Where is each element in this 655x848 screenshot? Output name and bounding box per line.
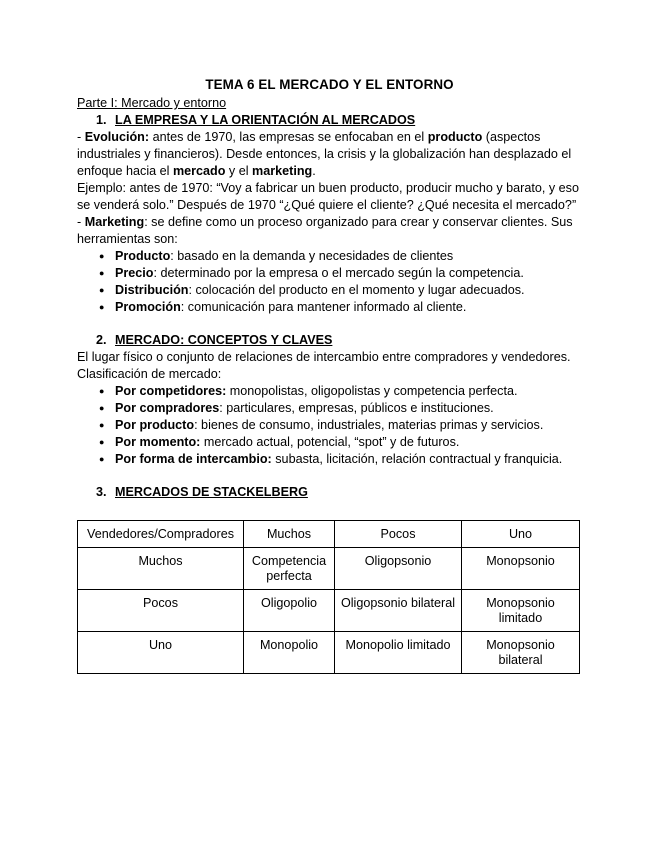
section-2-heading xyxy=(96,332,582,349)
clasificacion-label: Clasificación de mercado: xyxy=(77,367,222,381)
table-cell: Oligopolio xyxy=(244,590,335,632)
evol-text-c: (aspectos industriales y financieros). Desde entonces, la crisis y la globalización han desplazado el enfoque hacia el xyxy=(77,130,572,178)
item-text: mercado actual, potencial, “spot” y de futuros. xyxy=(200,435,460,449)
table-cell: Pocos xyxy=(78,590,244,632)
item-label: Por producto xyxy=(115,418,195,432)
marketing-paragraph xyxy=(77,214,582,248)
section-2-title: MERCADO: CONCEPTOS Y CLAVES xyxy=(115,333,333,347)
table-cell: Muchos xyxy=(78,548,244,590)
section-1-heading xyxy=(96,112,582,129)
table-row xyxy=(78,632,580,674)
table-cell: Oligopsonio xyxy=(335,548,462,590)
list-item xyxy=(115,299,582,316)
section-2-number: 2. xyxy=(96,333,107,347)
item-text: : comunicación para mantener informado al cliente. xyxy=(180,300,467,314)
evol-dash: - xyxy=(77,130,85,144)
list-item xyxy=(115,248,582,265)
item-label: Promoción xyxy=(115,300,181,314)
section-1-number: 1. xyxy=(96,113,107,127)
document-title: TEMA 6 EL MERCADO Y EL ENTORNO xyxy=(205,77,454,92)
table-header-cell: Pocos xyxy=(335,521,462,548)
item-label: Por compradores xyxy=(115,401,220,415)
item-label: Producto xyxy=(115,249,171,263)
list-item xyxy=(115,265,582,282)
stackelberg-table xyxy=(77,520,580,674)
table-cell: Monopsonio xyxy=(462,548,580,590)
item-label: Por forma de intercambio: xyxy=(115,452,272,466)
table-row xyxy=(78,548,580,590)
item-label: Por momento: xyxy=(115,435,201,449)
part-heading: Parte I: Mercado y entorno xyxy=(77,96,227,110)
mercado-definition: El lugar físico o conjunto de relaciones de intercambio entre compradores y vendedores. xyxy=(77,350,571,364)
evol-text-g: . xyxy=(312,164,316,178)
ejemplo-paragraph: Ejemplo: antes de 1970: “Voy a fabricar un buen producto, producir mucho y barato, y eso se venderá solo.” Después de 1970 “¿Qué quiere el cliente? ¿Qué necesita el mercado?” xyxy=(77,181,579,212)
item-text: : determinado por la empresa o el mercado según la competencia. xyxy=(153,266,524,280)
document-page xyxy=(77,76,582,674)
spacer xyxy=(77,468,582,484)
list-item xyxy=(115,400,582,417)
item-label: Por competidores: xyxy=(115,384,227,398)
table-cell: Monopolio limitado xyxy=(335,632,462,674)
section-1-title: LA EMPRESA Y LA ORIENTACIÓN AL MERCADOS xyxy=(115,113,416,127)
list-item xyxy=(115,434,582,451)
item-label: Distribución xyxy=(115,283,189,297)
evol-producto: producto xyxy=(427,130,483,144)
evol-mercado: mercado xyxy=(172,164,226,178)
mk-label: Marketing xyxy=(84,215,145,229)
evol-text-a: antes de 1970, las empresas se enfocaban en el xyxy=(149,130,428,144)
item-text: : bienes de consumo, industriales, materias primas y servicios. xyxy=(194,418,544,432)
item-text: : particulares, empresas, públicos e instituciones. xyxy=(219,401,494,415)
spacer xyxy=(77,316,582,332)
table-cell: Monopsonio limitado xyxy=(462,590,580,632)
tools-list xyxy=(77,248,582,316)
evol-text-e: y el xyxy=(225,164,253,178)
evolucion-paragraph xyxy=(77,129,582,180)
item-text: subasta, licitación, relación contractual y franquicia. xyxy=(271,452,563,466)
table-cell: Oligopsonio bilateral xyxy=(335,590,462,632)
list-item xyxy=(115,417,582,434)
list-item xyxy=(115,451,582,468)
item-text: : colocación del producto en el momento y lugar adecuados. xyxy=(188,283,525,297)
evol-label: Evolución: xyxy=(84,130,150,144)
list-item xyxy=(115,282,582,299)
mk-dash: - xyxy=(77,215,85,229)
table-cell: Monopolio xyxy=(244,632,335,674)
classification-list xyxy=(77,383,582,468)
table-header-row xyxy=(78,521,580,548)
section-3-heading xyxy=(96,484,582,501)
list-item xyxy=(115,383,582,400)
item-text: monopolistas, oligopolistas y competencia perfecta. xyxy=(226,384,518,398)
table-cell: Monopsonio bilateral xyxy=(462,632,580,674)
table-cell: Competencia perfecta xyxy=(244,548,335,590)
section-3-number: 3. xyxy=(96,485,107,499)
table-row xyxy=(78,590,580,632)
item-text: : basado en la demanda y necesidades de clientes xyxy=(170,249,454,263)
table-header-cell: Vendedores/Compradores xyxy=(78,521,244,548)
section-3-title: MERCADOS DE STACKELBERG xyxy=(115,485,308,499)
evol-marketing: marketing xyxy=(252,164,313,178)
mk-text: : se define como un proceso organizado para crear y conservar clientes. Sus herramientas son: xyxy=(77,215,573,246)
item-label: Precio xyxy=(115,266,154,280)
table-header-cell: Uno xyxy=(462,521,580,548)
table-cell: Uno xyxy=(78,632,244,674)
table-header-cell: Muchos xyxy=(244,521,335,548)
